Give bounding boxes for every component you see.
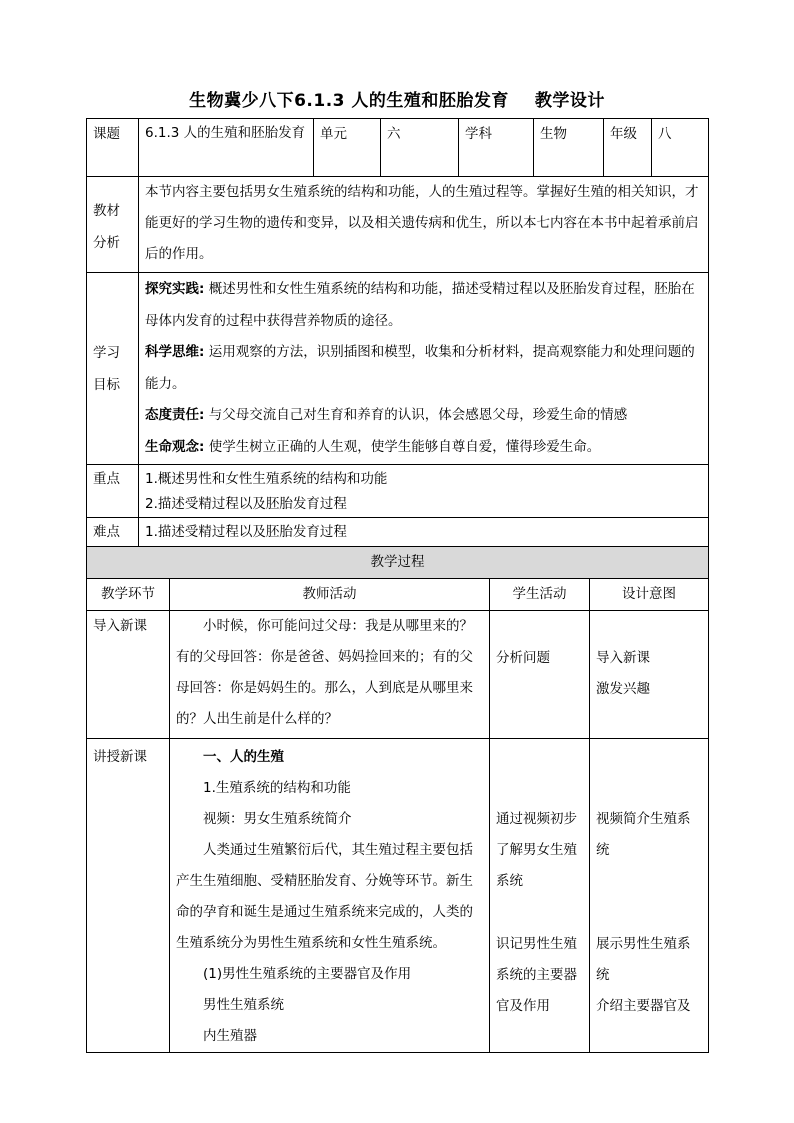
teaching-process-table [86,546,709,1053]
topic-value: 6.1.3 人的生殖和胚胎发育 [139,119,314,177]
topic-row [87,119,709,177]
key-point-2: 2.描述受精过程以及胚胎发育过程 [145,496,347,512]
goals-label [87,273,139,465]
goals-row [87,273,709,465]
lecture-line-b: 内生殖器 [203,1028,257,1044]
lecture-intent-1: 视频简介生殖系统 [596,811,691,858]
title-suffix: 教学设计 [534,91,605,111]
unit-value: 六 [381,119,459,177]
topic-label: 课题 [87,119,139,177]
goal-life: 生命观念: 使学生树立正确的人生观，使学生能够自尊自爱，懂得珍爱生命。 [145,438,601,455]
intro-row [87,611,709,739]
goals-label-text: 学习目标 [93,344,120,393]
intro-intent-1: 导入新课 [596,650,650,666]
key-point-1: 1.概述男性和女性生殖系统的结构和功能 [145,471,388,487]
lecture-stage: 讲授新课 [87,739,170,1053]
process-header: 教学过程 [87,547,709,579]
lecture-student [490,739,590,1053]
goals-cell [139,273,709,465]
analysis-row [87,177,709,273]
intro-intent-2: 激发兴趣 [596,681,650,697]
lecture-student-2: 识记男性生殖系统的主要器官及作用 [496,936,577,1014]
process-columns-row [87,579,709,611]
subject-label: 学科 [459,119,534,177]
key-points-cell [139,465,709,518]
subject-value: 生物 [534,119,604,177]
lecture-intent-3: 介绍主要器官及 [596,998,691,1014]
lecture-para: 人类通过生殖繁衍后代，其生殖过程主要包括产生生殖细胞、受精胚胎发育、分娩等环节。新生命的孕育和诞生是通过生殖系统来完成的，人类的生殖系统分为男性生殖系统和女性生殖系统。 [176,842,473,951]
lecture-sub1: 1.生殖系统的结构和功能 [203,780,351,796]
intro-intent [590,611,709,739]
col-stage: 教学环节 [87,579,170,611]
col-intent: 设计意图 [590,579,709,611]
difficulty-text: 1.描述受精过程以及胚胎发育过程 [139,518,709,548]
grade-value: 八 [652,119,709,177]
goal-practice: 探究实践: 概述男性和女性生殖系统的结构和功能，描述受精过程以及胚胎发育过程，胚胎在母体内发育的过程中获得营养物质的途径。 [145,281,695,329]
process-header-row [87,547,709,579]
page-title [0,86,794,111]
col-teacher: 教师活动 [170,579,490,611]
lecture-video: 视频：男女生殖系统简介 [203,811,352,827]
lecture-section-title: 一、人的生殖 [203,749,284,765]
lecture-sub2: (1)男性生殖系统的主要器官及作用 [203,966,412,982]
grade-label: 年级 [604,119,652,177]
goal-attitude: 态度责任: 与父母交流自己对生育和养育的认识，体会感恩父母，珍爱生命的情感 [145,407,628,423]
analysis-text: 本节内容主要包括男女生殖系统的结构和功能，人的生殖过程等。掌握好生殖的相关知识，才能更好的学习生物的遗传和变异，以及相关遗传病和优生，所以本七内容在本书中起着承前启后的作用。 [139,177,709,273]
difficulty-row [87,518,709,548]
intro-student-text: 分析问题 [496,650,550,666]
intro-stage: 导入新课 [87,611,170,739]
lecture-row [87,739,709,1053]
key-points-row [87,465,709,518]
title-main: 生物冀少八下6.1.3 人的生殖和胚胎发育 [189,91,509,111]
lecture-intent-2: 展示男性生殖系统 [596,936,691,983]
key-points-label: 重点 [87,465,139,518]
lecture-intent [590,739,709,1053]
difficulty-label: 难点 [87,518,139,548]
lecture-teacher [170,739,490,1053]
lecture-student-1: 通过视频初步了解男女生殖系统 [496,811,577,889]
intro-student [490,611,590,739]
goal-thinking: 科学思维: 运用观察的方法，识别插图和模型，收集和分析材料，提高观察能力和处理问题的能力。 [145,344,695,392]
col-student: 学生活动 [490,579,590,611]
intro-teacher: 小时候，你可能问过父母：我是从哪里来的？有的父母回答：你是爸爸、妈妈捡回来的；有的父母回答：你是妈妈生的。那么，人到底是从哪里来的？人出生前是什么样的？ [170,611,490,739]
analysis-label-text: 教材分析 [93,202,120,251]
lesson-info-table [86,118,709,548]
unit-label: 单元 [314,119,381,177]
analysis-label [87,177,139,273]
lecture-line-a: 男性生殖系统 [203,997,284,1013]
